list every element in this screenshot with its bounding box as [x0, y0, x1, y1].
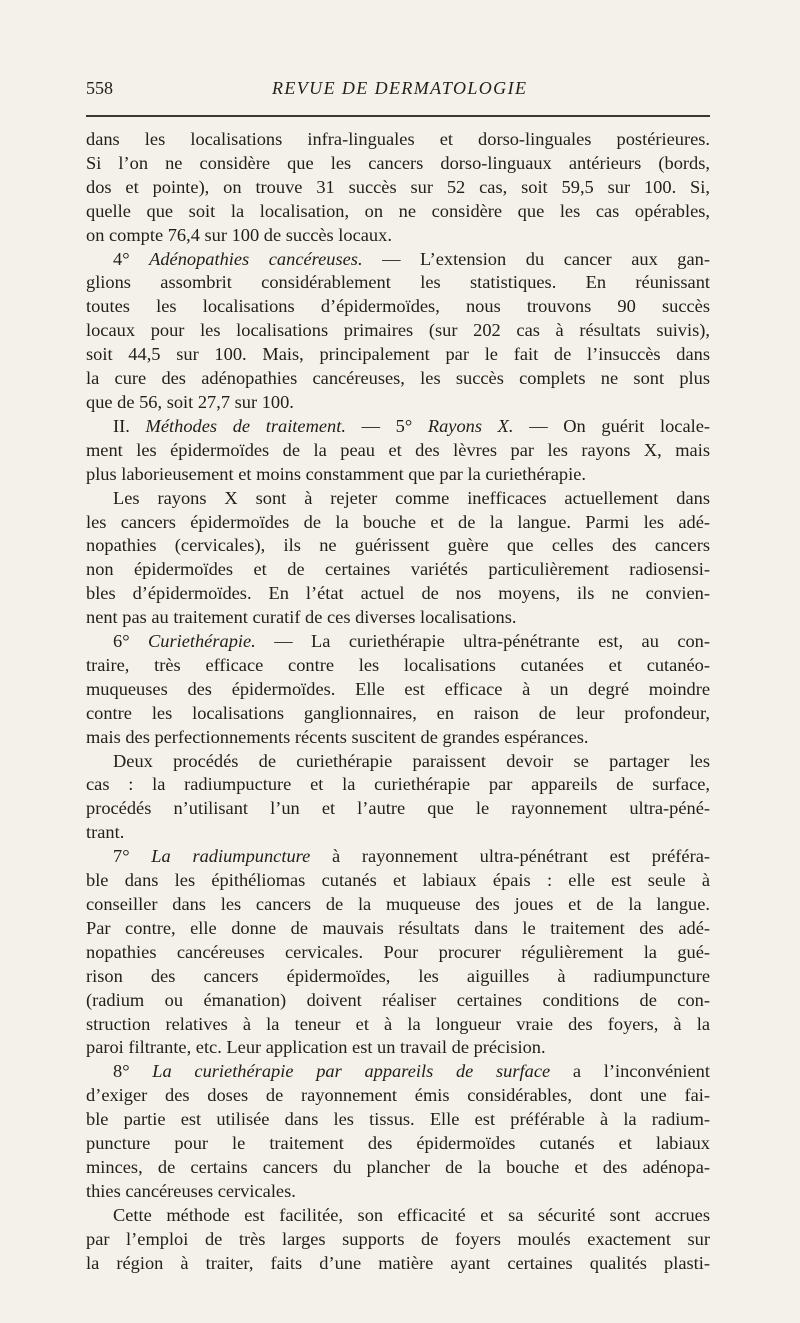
- italic-heading: Méthodes de traitement.: [145, 415, 346, 436]
- page-number: 558: [86, 78, 113, 98]
- italic-heading: La curiethérapie par appareils de surface: [152, 1061, 551, 1082]
- text-line: dos et pointe), on trouve 31 succès sur 52 cas, soit 59,5 sur 100. Si,: [86, 176, 710, 197]
- text-line: [86, 248, 710, 272]
- text-line: [86, 415, 710, 439]
- text-line: minces, de certains cancers du plancher de la bouche et des adénopa-: [86, 1156, 710, 1177]
- text-fragment: — L’extension du cancer aux gan-: [362, 248, 710, 269]
- text-line: rison des cancers épidermoïdes, les aiguilles à radiumpuncture: [86, 965, 710, 986]
- text-line: dans les localisations infra-linguales et dorso-linguales postérieures.: [86, 129, 710, 149]
- text-line: Si l’on ne considère que les cancers dorso-linguaux antérieurs (bords,: [86, 152, 710, 173]
- text-fragment: 8°: [113, 1061, 153, 1082]
- running-title: REVUE DE DERMATOLOGIE: [272, 78, 528, 98]
- italic-heading: La radiumpuncture: [151, 846, 311, 867]
- text-line: on compte 76,4 sur 100 de succès locaux.: [86, 224, 392, 245]
- text-line: d’exiger des doses de rayonnement émis considérables, dont une fai-: [86, 1085, 710, 1106]
- text-line: procédés n’utilisant l’un et l’autre que le rayonnement ultra-péné-: [86, 798, 710, 819]
- text-line: puncture pour le traitement des épidermoïdes cutanés et labiaux: [86, 1133, 710, 1154]
- text-line: ment les épidermoïdes de la peau et des lèvres par les rayons X, mais: [86, 439, 710, 460]
- text-line: cas : la radiumpucture et la curiethérapie par appareils de surface,: [86, 774, 710, 795]
- text-line: la région à traiter, faits d’une matière ayant certaines qualités plasti-: [86, 1252, 710, 1273]
- text-line: muqueuses des épidermoïdes. Elle est efficace à un degré moindre: [86, 678, 710, 699]
- text-line: nopathies (cervicales), ils ne guérissent guère que celles des cancers: [86, 535, 710, 556]
- text-line: conseiller dans les cancers de la muqueuse des joues et de la langue.: [86, 894, 710, 914]
- text-line: (radium ou émanation) doivent réaliser certaines conditions de con-: [86, 989, 710, 1010]
- text-fragment: — On guérit locale-: [513, 415, 711, 436]
- text-line: quelle que soit la localisation, on ne considère que les cas opérables,: [86, 200, 710, 221]
- italic-heading: Curiethérapie.: [147, 631, 256, 652]
- text-line: plus laborieusement et moins constamment que par la curiethérapie.: [86, 463, 586, 484]
- text-line: toutes les localisations d’épidermoïdes, nous trouvons 90 succès: [86, 296, 710, 317]
- text-line: Par contre, elle donne de mauvais résultats dans le traitement des adé-: [86, 917, 710, 938]
- text-line: nopathies cancéreuses cervicales. Pour procurer régulièrement la gué-: [86, 941, 710, 962]
- text-line: la cure des adénopathies cancéreuses, les succès complets ne sont plus: [86, 368, 710, 389]
- text-line: [86, 1060, 710, 1084]
- text-fragment: — 5°: [345, 415, 428, 436]
- text-line: les cancers épidermoïdes de la bouche et de la langue. Parmi les adé-: [86, 511, 710, 532]
- text-line: ble dans les épithéliomas cutanés et labiaux épais : elle est seule à: [86, 870, 710, 891]
- text-line: locaux pour les localisations primaires (sur 202 cas à résultats suivis),: [86, 320, 710, 341]
- article-body: [86, 128, 710, 1276]
- page-header: [86, 78, 710, 108]
- text-line: Cette méthode est facilitée, son efficacité et sa sécurité sont accrues: [113, 1204, 710, 1225]
- text-line: thies cancéreuses cervicales.: [86, 1180, 296, 1201]
- text-fragment: à rayonnement ultra-pénétrant est préféra-: [310, 846, 710, 867]
- text-line: Deux procédés de curiethérapie paraissent devoir se partager les: [113, 750, 710, 771]
- text-line: non épidermoïdes et de certaines variétés particulièrement radiosensi-: [86, 559, 710, 580]
- text-fragment: 7°: [113, 846, 152, 867]
- italic-heading: Rayons X.: [427, 415, 514, 436]
- text-line: que de 56, soit 27,7 sur 100.: [86, 391, 294, 412]
- text-line: traire, très efficace contre les localisations cutanées et cutanéo-: [86, 654, 710, 675]
- text-line: trant.: [86, 822, 125, 843]
- text-line: ble partie est utilisée dans les tissus. Elle est préférable à la radium-: [86, 1109, 710, 1130]
- text-line: soit 44,5 sur 100. Mais, principalement par le fait de l’insuccès dans: [86, 344, 710, 365]
- text-line: contre les localisations ganglionnaires, en raison de leur profondeur,: [86, 702, 710, 723]
- text-line: nent pas au traitement curatif de ces diverses localisations.: [86, 607, 517, 628]
- text-line: bles d’épidermoïdes. En l’état actuel de nos moyens, ils ne convien-: [86, 583, 710, 604]
- italic-heading: Adénopathies cancéreuses.: [149, 248, 363, 269]
- header-rule: [86, 115, 710, 117]
- text-line: [86, 845, 710, 869]
- text-line: paroi filtrante, etc. Leur application est un travail de précision.: [86, 1037, 546, 1058]
- text-fragment: 4°: [113, 248, 150, 269]
- text-line: [86, 630, 710, 654]
- text-line: struction relatives à la teneur et à la longueur vraie des foyers, à la: [86, 1013, 710, 1034]
- text-fragment: a l’inconvénient: [550, 1061, 710, 1082]
- text-fragment: — La curiethérapie ultra-pénétrante est, au con-: [255, 631, 710, 652]
- text-fragment: 6°: [113, 631, 148, 652]
- text-fragment: II.: [113, 415, 146, 436]
- text-line: Les rayons X sont à rejeter comme inefficaces actuellement dans: [113, 487, 710, 508]
- text-line: mais des perfectionnements récents suscitent de grandes espérances.: [86, 726, 589, 747]
- text-line: glions assombrit considérablement les statistiques. En réunissant: [86, 272, 710, 293]
- text-line: par l’emploi de très larges supports de foyers moulés exactement sur: [86, 1228, 710, 1249]
